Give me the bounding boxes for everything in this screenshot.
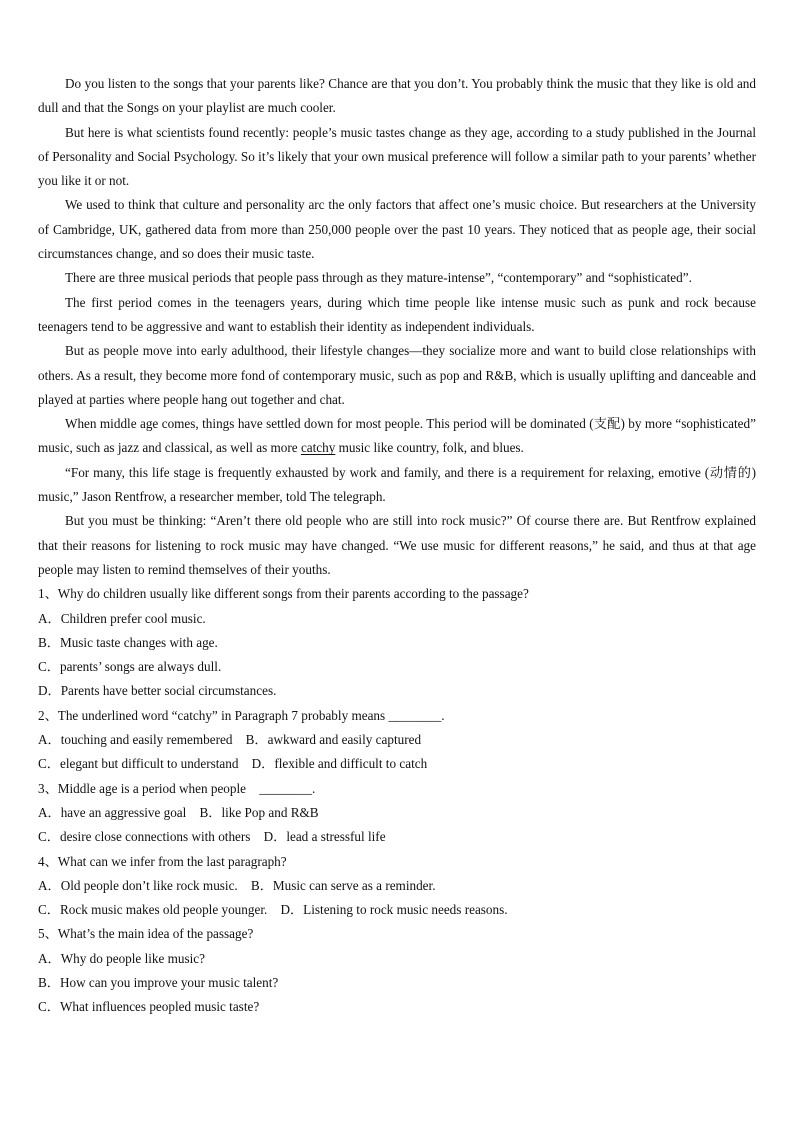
paragraph-7-text-before: When middle age comes, things have settled down for most people. This period will be dominated (支配) by more “sophisticated” music, such as jazz and classical, as well as more [38,416,756,456]
passage-paragraph-6: But as people move into early adulthood, their lifestyle changes—they socialize more and want to build close relationships with others. As a result, they become more fond of contemporary music, such as pop and R&B, which is usually uplifting and danceable and played at parties where people hang out together and chat. [38,343,756,407]
passage-paragraph-1: Do you listen to the songs that your parents like? Chance are that you don’t. You probably think the music that they like is old and dull and that the Songs on your playlist are much cooler. [38,76,756,116]
answer-option: D．Parents have better social circumstances. [38,683,277,699]
passage-paragraph-2: But here is what scientists found recently: people’s music tastes change as they age, according to a study published in the Journal of Personality and Social Psychology. So it’s likely that your own musical preference will follow a similar path to your parents’ whether you like it or not. [38,124,756,189]
question-2 [38,704,756,777]
answer-option-row: A．have an aggressive goal B．like Pop and R&B [38,804,319,820]
answer-option-row: A．Old people don’t like rock music. B．Music can serve as a reminder. [38,877,436,893]
underlined-word-catchy: catchy [300,440,336,456]
answer-option-row: C．elegant but difficult to understand D．flexible and difficult to catch [38,756,428,772]
answer-option: A．Why do people like music? [38,950,206,966]
question-stem: 5、What’s the main idea of the passage? [38,926,254,942]
answer-option-row: C．desire close connections with others D．lead a stressful life [38,829,386,845]
paragraph-7-text-after: music like country, folk, and blues. [335,440,524,456]
passage-paragraph-9: But you must be thinking: “Aren’t there old people who are still into rock music?” Of course there are. But Rentfrow explained that their reasons for listening to rock music may have changed. “We use music for different reasons,” he said, and thus at that age people may listen to remind themselves of their youths. [38,513,756,577]
passage-paragraph-4: There are three musical periods that people pass through as they mature-intense”, “contemporary” and “sophisticated”. [65,270,692,286]
passage-paragraph-8: “For many, this life stage is frequently exhausted by work and family, and there is a requirement for relaxing, emotive (动情的) music,” Jason Rentfrow, a researcher member, told The telegraph. [38,464,770,505]
question-stem: 2、The underlined word “catchy” in Paragraph 7 probably means ________. [38,707,445,723]
question-4 [38,850,756,923]
answer-option-row: C．Rock music makes old people younger. D．Listening to rock music needs reasons. [38,902,508,918]
document-page [38,72,770,1020]
passage-paragraph-7 [38,412,756,461]
question-1 [38,582,756,703]
question-stem: 4、What can we infer from the last paragraph? [38,853,287,869]
passage-paragraph-3: We used to think that culture and personality arc the only factors that affect one’s music choice. But researchers at the University of Cambridge, UK, gathered data from more than 250,000 people over the past 10 years. They noticed that as people age, their social circumstances change, and so does their music taste. [38,197,756,262]
passage-paragraph-5: The first period comes in the teenagers years, during which time people like intense music such as punk and rock because teenagers tend to be aggressive and want to establish their identity as independent individuals. [38,294,756,334]
answer-option: C．What influences peopled music taste? [38,999,260,1015]
answer-option-row: A．touching and easily remembered B．awkward and easily captured [38,732,422,748]
answer-option: A．Children prefer cool music. [38,610,206,626]
answer-option: B．Music taste changes with age. [38,634,218,650]
question-stem: 3、Middle age is a period when people ________. [38,780,316,796]
answer-option: C．parents’ songs are always dull. [38,659,222,675]
answer-option: B．How can you improve your music talent? [38,974,279,990]
question-stem: 1、Why do children usually like different songs from their parents according to the passage? [38,586,529,602]
question-5 [38,922,756,1019]
question-3 [38,777,756,850]
